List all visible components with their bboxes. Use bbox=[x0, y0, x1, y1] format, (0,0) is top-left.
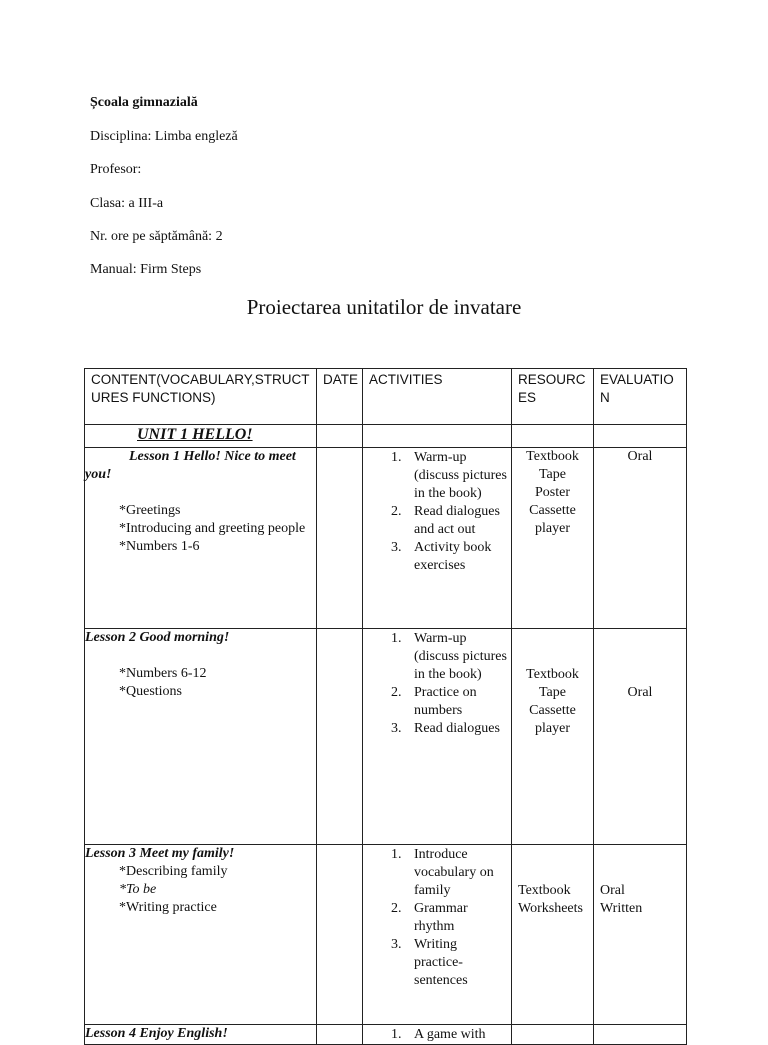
lesson-content-cell bbox=[85, 1025, 317, 1045]
resource-item: Cassette player bbox=[529, 703, 576, 736]
activities-cell bbox=[363, 1025, 512, 1045]
topic-item: *Describing family bbox=[119, 864, 228, 879]
lesson-title: Lesson 2 Good morning! bbox=[85, 630, 230, 645]
topic-item: *Introducing and greeting people bbox=[119, 521, 306, 536]
grade-line: Clasa: a III-a bbox=[90, 196, 164, 211]
activity-item: 1. Warm-up (discuss pictures in the book) bbox=[391, 631, 507, 682]
lesson-title: Lesson 3 Meet my family! bbox=[85, 846, 235, 861]
activity-item: 2. Grammar rhythm bbox=[391, 901, 468, 934]
evaluation-cell bbox=[594, 845, 687, 1025]
activity-item: 3. Read dialogues bbox=[391, 721, 500, 736]
evaluation-cell bbox=[594, 1025, 687, 1045]
topic-item: *Greetings bbox=[119, 503, 181, 518]
resource-item: Worksheets bbox=[518, 901, 583, 916]
date-cell bbox=[317, 629, 363, 845]
column-header-content: CONTENT(VOCABULARY,STRUCTURES FUNCTIONS) bbox=[85, 369, 317, 425]
resource-item: Poster bbox=[535, 485, 570, 500]
activities-cell bbox=[363, 629, 512, 845]
resource-item: Cassette player bbox=[529, 503, 576, 536]
column-header-activities: ACTIVITIES bbox=[363, 369, 512, 425]
activity-item: 1. Introduce vocabulary on family bbox=[391, 847, 494, 898]
lesson-plan-table bbox=[84, 368, 687, 1045]
table-row bbox=[85, 845, 687, 1025]
lesson-content-cell bbox=[85, 448, 317, 629]
table-header-row bbox=[85, 369, 687, 425]
resource-item: Tape bbox=[538, 685, 566, 700]
table-row bbox=[85, 629, 687, 845]
column-header-evaluation: EVALUATION bbox=[594, 369, 687, 425]
school-name: Școala gimnazială bbox=[90, 95, 198, 110]
evaluation-item: Oral bbox=[627, 685, 653, 700]
resource-item: Textbook bbox=[526, 667, 579, 682]
topic-item: *Numbers 1-6 bbox=[119, 539, 200, 554]
evaluation-item: Oral bbox=[627, 449, 653, 464]
date-cell bbox=[317, 1025, 363, 1045]
column-header-resources: RESOURCES bbox=[512, 369, 594, 425]
resource-item: Textbook bbox=[526, 449, 579, 464]
topic-item: *To be bbox=[119, 882, 157, 897]
hours-line: Nr. ore pe săptămână: 2 bbox=[90, 229, 223, 244]
evaluation-cell bbox=[594, 448, 687, 629]
resources-cell bbox=[512, 448, 594, 629]
lesson-content-cell bbox=[85, 845, 317, 1025]
evaluation-item: Written bbox=[600, 901, 643, 916]
resource-item: Textbook bbox=[518, 883, 571, 898]
activity-item: 2. Practice on numbers bbox=[391, 685, 477, 718]
activities-cell bbox=[363, 448, 512, 629]
discipline-line: Disciplina: Limba engleză bbox=[90, 129, 238, 144]
evaluation-item: Oral bbox=[600, 883, 625, 898]
topic-item: *Questions bbox=[119, 684, 182, 699]
textbook-line: Manual: Firm Steps bbox=[90, 262, 202, 277]
resource-item: Tape bbox=[538, 467, 566, 482]
activity-item: 2. Read dialogues and act out bbox=[391, 504, 500, 537]
unit-cell bbox=[85, 425, 317, 448]
activity-item: 3. Activity book exercises bbox=[391, 540, 492, 573]
evaluation-cell bbox=[594, 629, 687, 845]
document-title: Proiectarea unitatilor de invatare bbox=[246, 295, 522, 319]
activity-item: 1. Warm-up (discuss pictures in the book) bbox=[391, 450, 507, 501]
lesson-title: Lesson 1 Hello! Nice to meet you! bbox=[85, 449, 296, 482]
table-row bbox=[85, 448, 687, 629]
lesson-title: Lesson 4 Enjoy English! bbox=[85, 1026, 228, 1041]
activities-cell bbox=[363, 845, 512, 1025]
resources-cell bbox=[512, 1025, 594, 1045]
activity-item: 3. Writing practice-sentences bbox=[391, 937, 468, 988]
activity-item: 1. A game with bbox=[391, 1027, 486, 1042]
resources-cell bbox=[512, 845, 594, 1025]
date-cell bbox=[317, 845, 363, 1025]
column-header-date: DATE bbox=[317, 369, 363, 425]
table-row bbox=[85, 1025, 687, 1045]
date-cell bbox=[317, 448, 363, 629]
teacher-line: Profesor: bbox=[90, 162, 142, 177]
topic-item: *Numbers 6-12 bbox=[119, 666, 207, 681]
topic-item: *Writing practice bbox=[119, 900, 217, 915]
unit-row bbox=[85, 425, 687, 448]
unit-title: UNIT 1 HELLO! bbox=[137, 426, 253, 443]
resources-cell bbox=[512, 629, 594, 845]
lesson-content-cell bbox=[85, 629, 317, 845]
